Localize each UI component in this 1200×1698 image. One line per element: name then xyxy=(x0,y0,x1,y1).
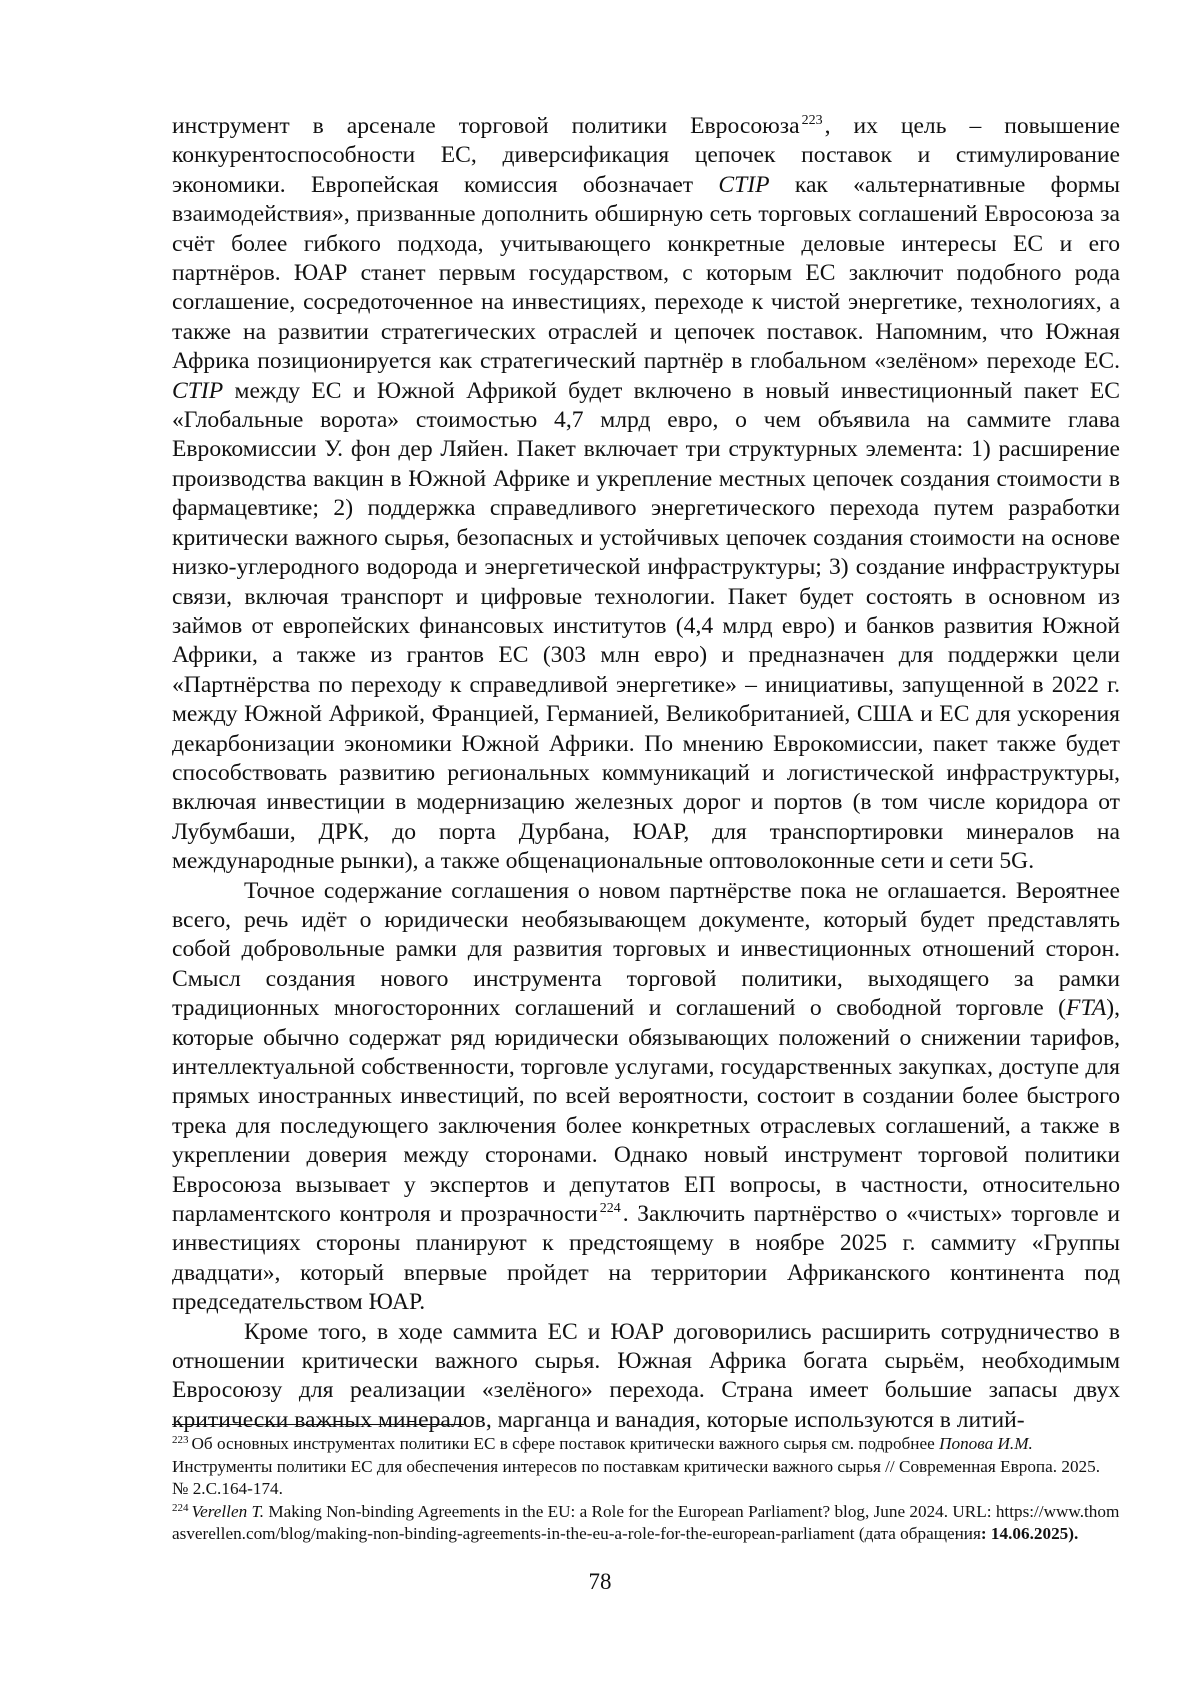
footnote-number-224: 224 xyxy=(172,1501,189,1514)
p2-text-c: . Заключить партнёрство о «чистых» торговле и инвестициях стороны планируют к предстоящему в ноябре 2025 г. саммиту «Группы двадцати», который впервые пройдет на территории Африканского континента под председательством ЮАР. xyxy=(172,1201,1121,1316)
footnote-224-text-a: Making Non-binding Agreements in the EU: a Role for the European Parliament? blog, June 2024. URL: xyxy=(268,1501,992,1521)
p2-text-a: Точное содержание соглашения о новом партнёрстве пока не оглашается. Вероятнее всего, речь идёт о юридически необязывающем документе, который будет представлять собой добровольные рамки для развития торговых и инвестиционных отношений сторон. Смысл создания нового инструмента торговой политики, выходящего за рамки традиционных многосторонних соглашений и соглашений о свободной торговле ( xyxy=(172,877,1120,1022)
footnote-224-author: Verellen T. xyxy=(191,1501,265,1521)
footnote-223 xyxy=(172,1433,1120,1501)
p2-term-fta: FTA xyxy=(1066,995,1107,1022)
p1-text-b: , их цель – повышение конкурентоспособности ЕС, диверсификация цепочек поставок и стимулирование экономики. Европейская комиссия обозначает xyxy=(172,113,1120,198)
p3-text-a: Кроме того, в ходе саммита ЕС и ЮАР договорились расширить сотрудничество в отношении критически важного сырья. Южная Африка богата сырьём, необходимым Евросоюзу для реализации «зелёного» перехода. Страна имеет большие запасы двух критически важных минералов, марганца и ванадия, которые используются в литий- xyxy=(172,1318,1120,1433)
footnote-223-text-b: Инструменты политики ЕС для обеспечения интересов по поставкам критически важного сырья // Современная Европа. 2025. № 2.С.164-174. xyxy=(172,1456,1101,1498)
p1-text-d: между ЕС и Южной Африкой будет включено в новый инвестиционный пакет ЕС «Глобальные ворота» стоимостью 4,7 млрд евро, о чем объявила на саммите глава Еврокомиссии У. фон дер Ляйен. Пакет включает три структурных элемента: 1) расширение производства вакцин в Южной Африке и укрепление местных цепочек создания стоимости в фармацевтике; 2) поддержка справедливого энергетического перехода путем разработки критически важного сырья, безопасных и устойчивых цепочек создания стоимости на основе низко-углеродного водорода и энергетической инфраструктуры; 3) создание инфраструктуры связи, включая транспорт и цифровые технологии. Пакет будет состоять в основном из займов от европейских финансовых институтов (4,4 млрд евро) и банков развития Южной Африки, а также из грантов ЕС (303 млн евро) и предназначен для поддержки цели «Партнёрства по переходу к справедливой энергетике» – инициативы, запущенной в 2022 г. между Южной Африкой, Францией, Германией, Великобританией, США и ЕС для ускорения декарбонизации экономики Южной Африки. По мнению Еврокомиссии, пакет также будет способствовать развитию региональных коммуникаций и логистической инфраструктуры, включая инвестиции в модернизацию железных дорог и портов (в том числе коридора от Лубумбаши, ДРК, до порта Дурбана, ЮАР, для транспортировки минералов на международные рынки), а также общенациональные оптоволоконные сети и сети 5G. xyxy=(172,377,1120,875)
page-body xyxy=(172,112,1120,1435)
page-number: 78 xyxy=(588,1569,612,1594)
footnote-224 xyxy=(172,1501,1120,1546)
p1-text-a: инструмент в арсенале торговой политики Евросоюза xyxy=(172,113,800,139)
footnote-224-url[interactable]: https://www.thomasverellen.com/blog/making-non-binding-agreements-in-the-eu-a-role-for-the-european-parliament xyxy=(172,1501,1120,1543)
footnote-224-access-date: : 14.06.2025) xyxy=(980,1524,1074,1543)
p1-text-c: как «альтернативные формы взаимодействия», призванные дополнить обширную сеть торговых соглашений Евросоюза за счёт более гибкого подхода, учитывающего конкретные деловые интересы ЕС и его партнёров. ЮАР станет первым государством, с которым ЕС заключит подобного рода соглашение, сосредоточенное на инвестициях, переходе к чистой энергетике, технологиях, а также на развитии стратегических отраслей и цепочек поставок. Напомним, что Южная Африка позиционируется как стратегический партнёр в глобальном «зелёном» переходе ЕС. xyxy=(172,171,1120,375)
footnote-224-text-b: (дата обращения xyxy=(858,1524,981,1543)
p1-term-ctip-2: CTIP xyxy=(172,377,224,404)
footnote-ref-223[interactable]: 223 xyxy=(801,113,823,128)
footnote-223-author: Попова И.М. xyxy=(939,1434,1033,1453)
footnote-divider xyxy=(172,1424,464,1425)
paragraph-1 xyxy=(172,112,1120,877)
footnote-number-223: 223 xyxy=(172,1434,189,1446)
p1-term-ctip: CTIP xyxy=(718,171,770,198)
footnote-ref-224[interactable]: 224 xyxy=(599,1201,621,1217)
footnotes-section xyxy=(172,1424,1120,1546)
p2-text-b: ), которые обычно содержат ряд юридически обязывающих положений о снижении тарифов, интеллектуальной собственности, торговле услугами, государственных закупках, доступе для прямых иностранных инвестиций, по всей вероятности, состоит в создании более быстрого трека для последующего заключения более конкретных отраслевых соглашений, а также в укреплении доверия между сторонами. Однако новый инструмент торговой политики Евросоюза вызывает у экспертов и депутатов ЕП вопросы, в частности, относительно парламентского контроля и прозрачности xyxy=(172,995,1120,1228)
footnote-223-text-a: Об основных инструментах политики ЕС в сфере поставок критически важного сырья см. подробнее xyxy=(191,1434,935,1453)
footnote-224-end: . xyxy=(1074,1524,1079,1543)
paragraph-2 xyxy=(172,877,1120,1318)
paragraph-3 xyxy=(172,1318,1120,1436)
